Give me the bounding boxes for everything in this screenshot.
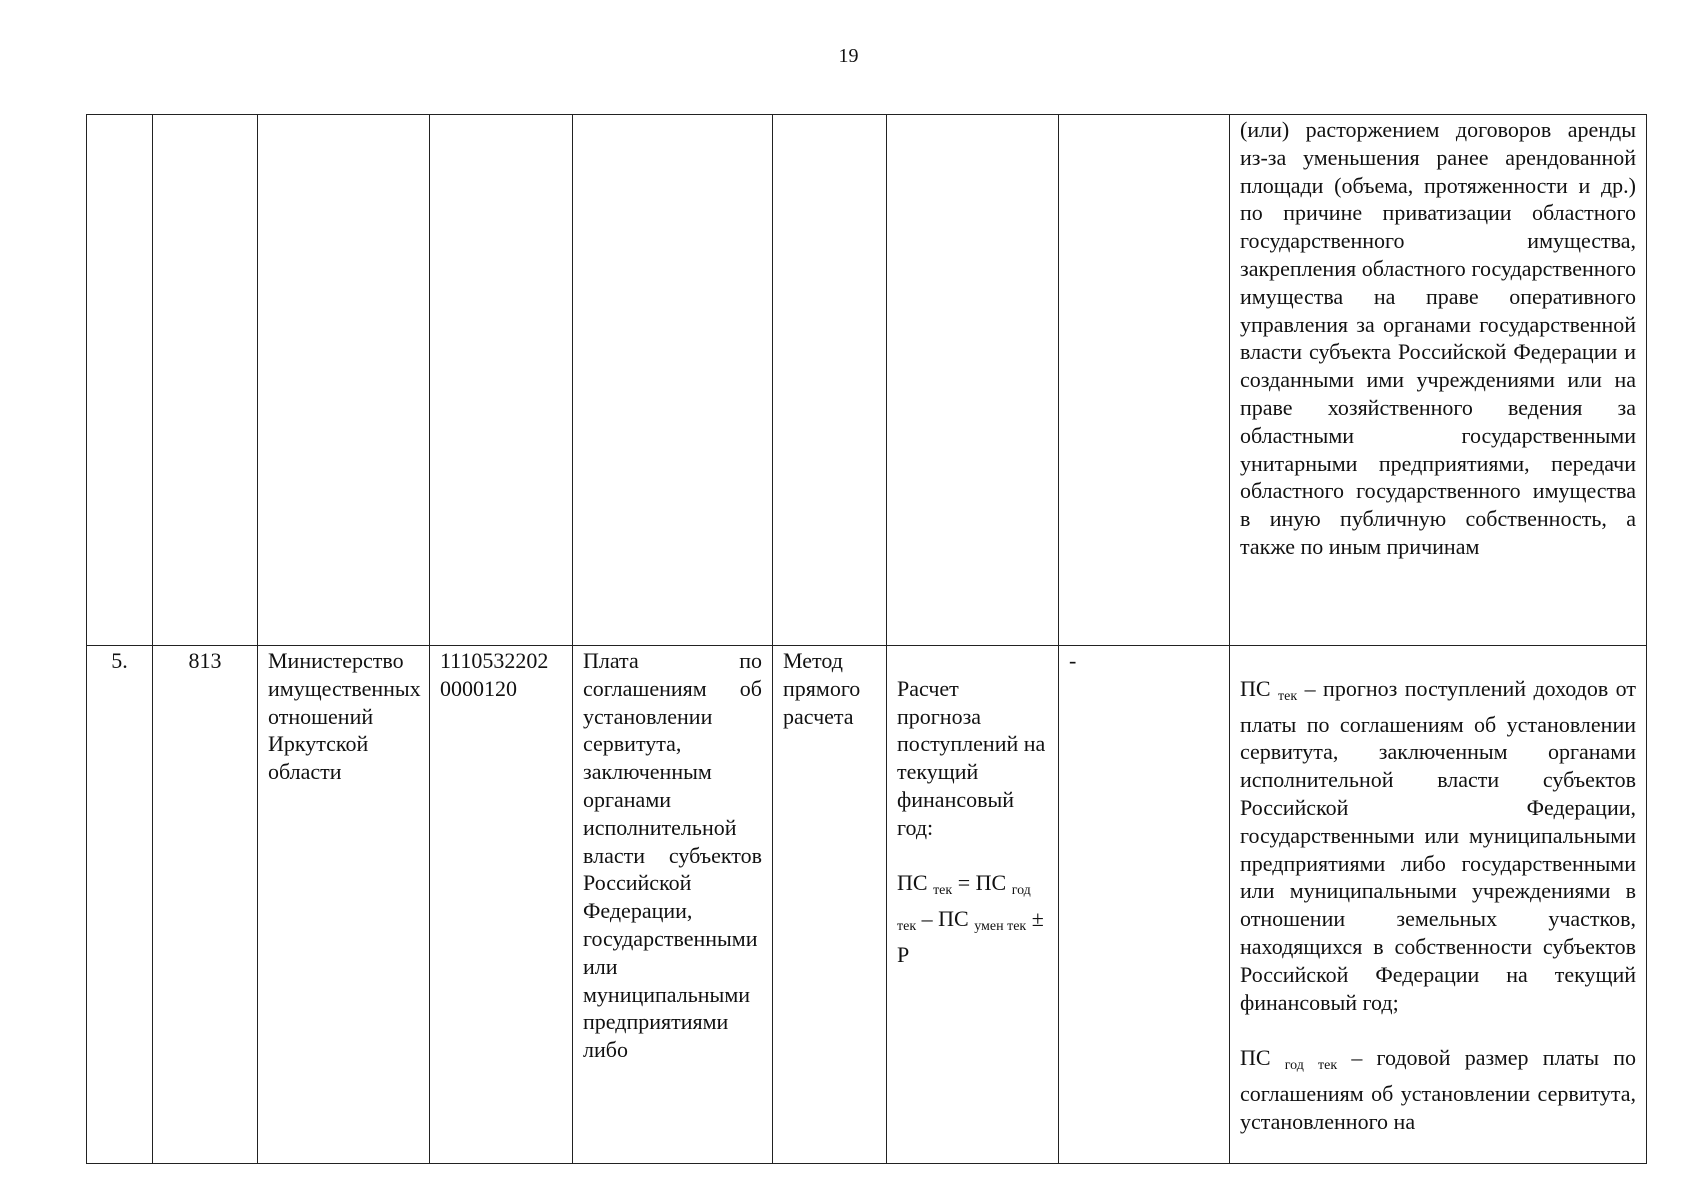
calculation-method: Метод прямого расчета bbox=[783, 648, 861, 729]
table-row-5 bbox=[87, 646, 1647, 1164]
cell-coefficient bbox=[1059, 115, 1230, 646]
cell-formula bbox=[887, 115, 1059, 646]
formula-intro: Расчет прогноза поступлений на текущий финансовый год: bbox=[897, 675, 1046, 840]
cell-kbk bbox=[430, 646, 573, 1164]
cell-revenue-name bbox=[573, 115, 773, 646]
cell-admin-code bbox=[153, 646, 258, 1164]
description-text: (или) расторжением договоров аренды из-за уменьшения ранее арендованной площади (объема, протяженности и др.) по причине приватизации областного государственного имущества, закрепления областного государственного имущества на праве оперативного управления за органами государственной власти субъекта Российской Федерации и созданными ими учреждениями или на праве хозяйственного ведения за областными государственными унитарными предприятиями, передачи областного государственного имущества в иную публичную собственность, а также по иным причинам bbox=[1240, 117, 1636, 559]
kbk-code-line-2: 0000120 bbox=[440, 675, 517, 701]
cell-number bbox=[87, 646, 153, 1164]
cell-administrator bbox=[258, 646, 430, 1164]
cell-method bbox=[773, 646, 887, 1164]
table-row-continuation bbox=[87, 115, 1647, 646]
cell-description bbox=[1230, 115, 1647, 646]
cell-formula bbox=[887, 646, 1059, 1164]
revenue-name: Плата по соглашениям об установлении сервитута, заключенным органами исполнительной власти субъектов Российской Федерации, государственными или муниципальными предприятиями либо bbox=[583, 648, 762, 1063]
description-ps-tek: ПС $_{тек}$ – прогноз поступлений доходов от платы по соглашениям об установлении сервитута, заключенным органами исполнительной власти субъектов Российской Федерации, государственными или муниципальными предприятиями либо государственными или муниципальными учреждениями в отношении земельных участков, находящихся в собственности субъектов Российской Федерации на текущий финансовый год; bbox=[1240, 675, 1636, 1015]
coefficient-value: - bbox=[1069, 648, 1077, 673]
cell-administrator bbox=[258, 115, 430, 646]
cell-coefficient bbox=[1059, 646, 1230, 1164]
row-number: 5. bbox=[111, 648, 128, 673]
cell-number bbox=[87, 115, 153, 646]
cell-method bbox=[773, 115, 887, 646]
page-number: 19 bbox=[838, 45, 859, 67]
cell-admin-code bbox=[153, 115, 258, 646]
cell-kbk bbox=[430, 115, 573, 646]
cell-description bbox=[1230, 646, 1647, 1164]
formula-expression: ПС $_{тек}$ = ПС $_{год}$ $_{тек}$ – ПС $_{умен тек}$ ± Р bbox=[897, 870, 1044, 967]
administrator-name: Министерство имущественных отношений Иркутской области bbox=[268, 648, 421, 785]
cell-revenue-name bbox=[573, 646, 773, 1164]
description-ps-god-tek: ПС $_{год}$ $_{тек}$ – годовой размер платы по соглашениям об установлении сервитута, установленного на bbox=[1240, 1045, 1637, 1134]
revenue-forecast-table bbox=[86, 114, 1647, 1164]
kbk-code-line-1: 1110532202 bbox=[440, 648, 549, 673]
admin-code: 813 bbox=[188, 648, 222, 673]
